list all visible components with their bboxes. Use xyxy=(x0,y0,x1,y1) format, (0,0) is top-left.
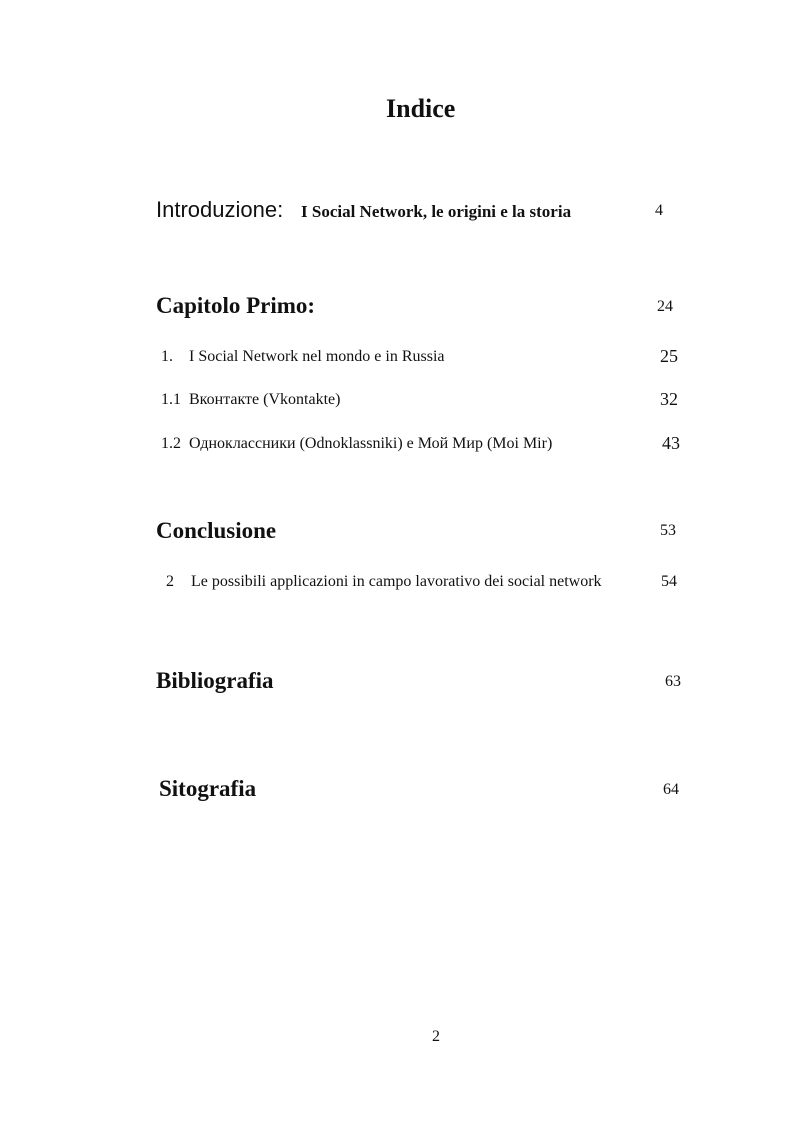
subentry-page: 43 xyxy=(662,433,680,453)
subentry-number: 2 xyxy=(166,573,174,590)
page-number: 2 xyxy=(432,1028,440,1045)
capitolo-primo-page: 24 xyxy=(657,298,673,315)
subentry-page: 32 xyxy=(660,389,678,409)
sitografia-label: Sitografia xyxy=(159,776,257,801)
subentry-label: Вконтакте (Vkontakte) xyxy=(189,391,341,408)
bibliografia-label: Bibliografia xyxy=(156,668,274,693)
sitografia-page: 64 xyxy=(663,781,679,798)
page-title: Indice xyxy=(386,94,456,123)
bibliografia-page: 63 xyxy=(665,673,681,690)
subentry-label: Одноклассники (Odnoklassniki) e Мой Мир (Moi Mir) xyxy=(189,435,553,452)
subentry-number: 1. xyxy=(161,348,173,365)
subentry-page: 25 xyxy=(660,346,678,366)
subentry-label: I Social Network nel mondo e in Russia xyxy=(189,348,445,365)
introduzione-page: 4 xyxy=(655,202,663,219)
introduzione-label: Introduzione: xyxy=(156,197,284,222)
conclusione-label: Conclusione xyxy=(156,518,277,543)
introduzione-subtitle: I Social Network, le origini e la storia xyxy=(301,202,572,221)
subentry-number: 1.2 xyxy=(161,435,181,452)
subentry-number: 1.1 xyxy=(161,391,181,408)
subentry-label: Le possibili applicazioni in campo lavorativo dei social network xyxy=(191,573,602,590)
conclusione-page: 53 xyxy=(660,522,676,539)
subentry-page: 54 xyxy=(661,573,677,590)
capitolo-primo-label: Capitolo Primo: xyxy=(156,293,316,318)
